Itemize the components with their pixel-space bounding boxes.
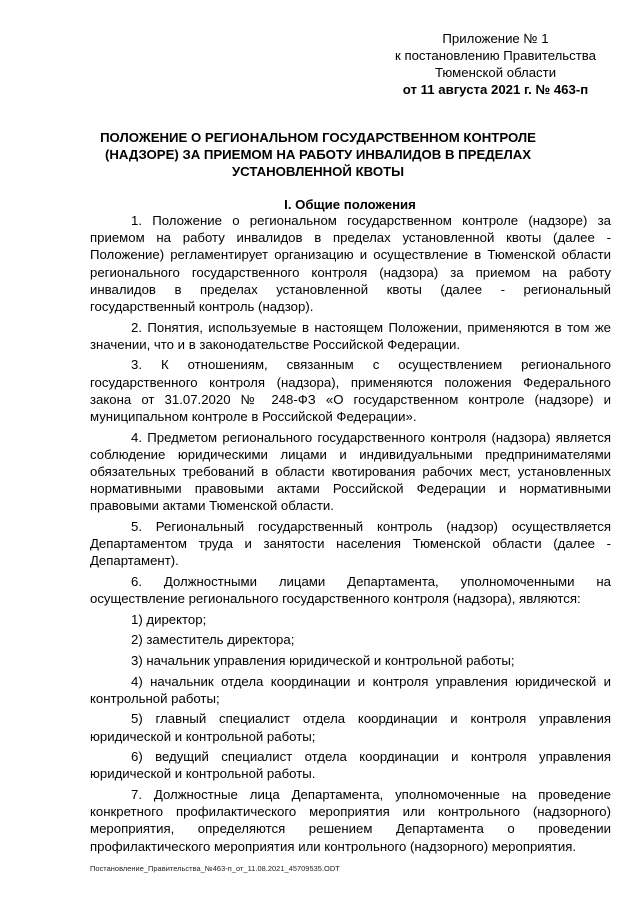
- paragraph: 3. К отношениям, связанным с осуществлением регионального государственного контроля (надзора), применяются положения Федерального закона от 31.07.2020 № 248-ФЗ «О государственном контроле (надзоре) и муниципальном контроле в Российской Федерации».: [90, 357, 611, 425]
- paragraph: 1. Положение о региональном государственном контроле (надзоре) за приемом на работу инвалидов в пределах установленной квоты (далее - Положение) регламентирует организацию и осуществление в Тюменской области регионального государственного контроля (надзора) за приемом на работу инвалидов в пределах установленной квоты (далее - региональный государственный контроль (надзор).: [90, 213, 611, 315]
- list-item: 5) главный специалист отдела координации и контроля управления юридической и контрольной работы;: [90, 711, 611, 744]
- appendix-header: [395, 30, 596, 98]
- list-item: 6) ведущий специалист отдела координации и контроля управления юридической и контрольной работы.: [90, 749, 611, 782]
- file-footer: Постановление_Правительства_№463-п_от_11.08.2021_45709535.ODT: [90, 864, 340, 873]
- paragraph: 4. Предметом регионального государственного контроля (надзора) является соблюдение юридическими лицами и индивидуальными предпринимателями обязательных требований в области квотирования рабочих мест, установленных нормативными правовыми актами Российской Федерации и нормативными правовыми актами Тюменской области.: [90, 429, 611, 514]
- list-item: 1) директор;: [131, 611, 207, 627]
- paragraph: 5. Региональный государственный контроль (надзор) осуществляется Департаментом труда и занятости населения Тюменской области (далее - Департамент).: [90, 519, 611, 569]
- list-item: 3) начальник управления юридической и контрольной работы;: [131, 653, 515, 668]
- paragraph: 7. Должностные лица Департамента, уполномоченные на проведение конкретного профилактического мероприятия или контрольного (надзорного) мероприятия, определяются решением Департамента о проведении профилактического мероприятия или контрольного (надзорного) мероприятия.: [90, 786, 611, 854]
- appendix-region: Тюменской области: [434, 65, 557, 80]
- appendix-number: Приложение № 1: [442, 31, 549, 46]
- list-item: 4) начальник отдела координации и контроля управления юридической и контрольной работы;: [90, 673, 611, 706]
- section-heading: I. Общие положения: [284, 197, 416, 212]
- document-title: ПОЛОЖЕНИЕ О РЕГИОНАЛЬНОМ ГОСУДАРСТВЕННОМ КОНТРОЛЕ (НАДЗОРЕ) ЗА ПРИЕМОМ НА РАБОТУ ИНВАЛИДОВ В ПРЕДЕЛАХ УСТАНОВЛЕННОЙ КВОТЫ: [100, 130, 536, 179]
- paragraph: 6. Должностными лицами Департамента, уполномоченными на осуществление регионального государственного контроля (надзора), являются:: [90, 574, 611, 607]
- list-item: 2) заместитель директора;: [131, 632, 295, 648]
- appendix-ref: к постановлению Правительства: [395, 48, 596, 63]
- paragraph: 2. Понятия, используемые в настоящем Положении, применяются в том же значении, что и в законодательстве Российской Федерации.: [90, 319, 611, 352]
- appendix-date: от 11 августа 2021 г. № 463-п: [402, 82, 589, 97]
- document-body: [90, 212, 611, 858]
